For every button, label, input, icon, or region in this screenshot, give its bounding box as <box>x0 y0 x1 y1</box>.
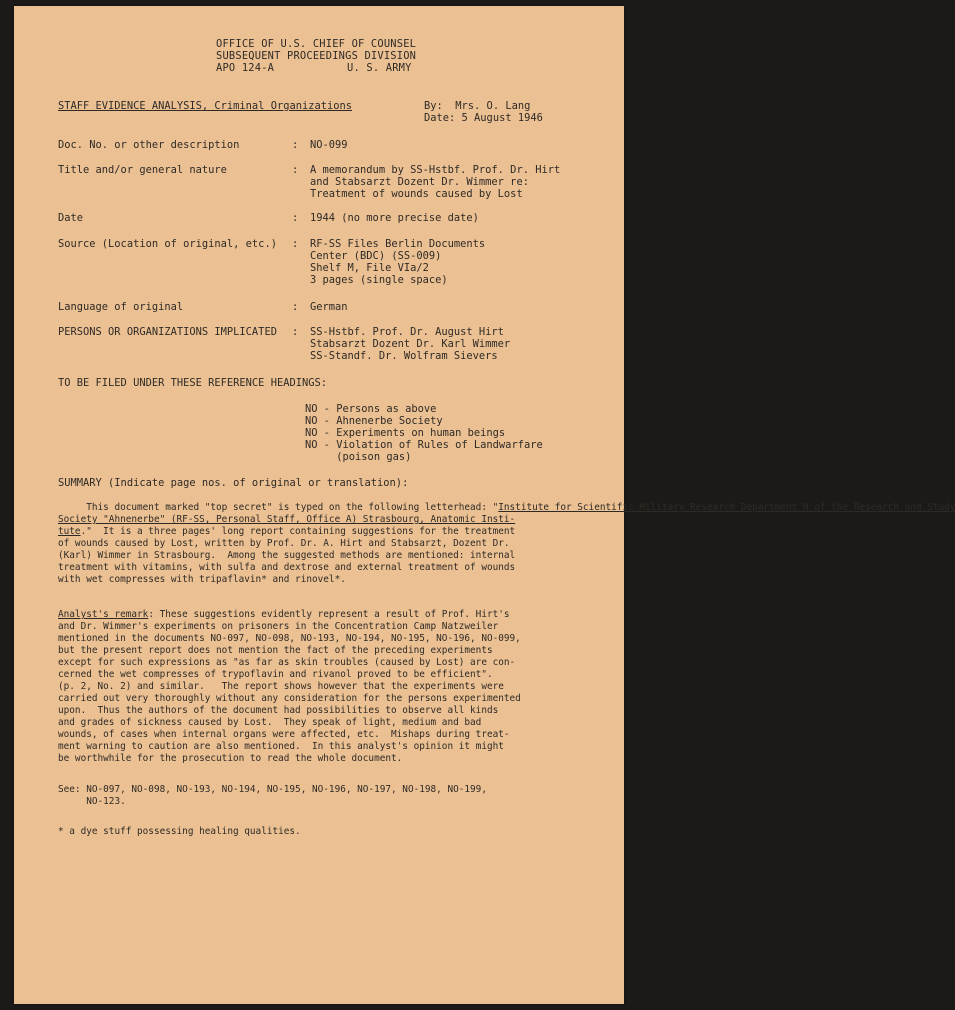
remark-line: and Dr. Wimmer's experiments on prisoners in the Concentration Camp Natzweiler <box>58 621 499 632</box>
field-value-line: Center (BDC) (SS-009) <box>310 250 442 262</box>
remark-line: carried out very thoroughly without any consideration for the persons experimented <box>58 693 521 704</box>
reference-item: (poison gas) <box>305 451 412 463</box>
header-division: SUBSEQUENT PROCEEDINGS DIVISION <box>216 50 417 62</box>
field-colon: : <box>292 212 299 224</box>
field-label: Language of original <box>58 301 184 313</box>
reference-item: NO - Experiments on human beings <box>305 427 506 439</box>
summary-heading: SUMMARY (Indicate page nos. of original or translation): <box>58 477 409 489</box>
field-label: Title and/or general nature <box>58 164 227 176</box>
remark-line: be worthwhile for the prosecution to read the whole document. <box>58 753 403 764</box>
remark-line: mentioned in the documents NO-097, NO-098, NO-193, NO-194, NO-195, NO-196, NO-099, <box>58 633 521 644</box>
field-value: NO-099 <box>310 139 348 151</box>
analysis-date: Date: 5 August 1946 <box>424 112 543 124</box>
summary-line: with wet compresses with tripaflavin* and rinovel*. <box>58 574 346 585</box>
remark-line: (p. 2, No. 2) and similar. The report shows however that the experiments were <box>58 681 504 692</box>
field-value-line: RF-SS Files Berlin Documents <box>310 238 486 250</box>
field-value-line: SS-Hstbf. Prof. Dr. August Hirt <box>310 326 504 338</box>
remark-line: wounds, of cases when internal organs were affected, etc. Mishaps during treat- <box>58 729 510 740</box>
reference-heading: TO BE FILED UNDER THESE REFERENCE HEADINGS: <box>58 377 327 389</box>
reference-item: NO - Ahnenerbe Society <box>305 415 443 427</box>
reference-item: NO - Violation of Rules of Landwarfare <box>305 439 543 451</box>
document-title: STAFF EVIDENCE ANALYSIS, Criminal Organizations <box>58 100 353 112</box>
field-label: PERSONS OR ORGANIZATIONS IMPLICATED <box>58 326 277 338</box>
field-value-line: and Stabsarzt Dozent Dr. Wimmer re: <box>310 176 529 188</box>
field-colon: : <box>292 139 299 151</box>
remark-line: except for such expressions as "as far as skin troubles (caused by Lost) are con- <box>58 657 516 668</box>
field-colon: : <box>292 301 299 313</box>
field-label: Date <box>58 212 84 224</box>
field-value: German <box>310 301 348 313</box>
summary-line: This document marked "top secret" is typed on the following letterhead: "Institute for Scientific Military Research Department H of the Research and Study <box>58 502 955 513</box>
field-label: Doc. No. or other description <box>58 139 240 151</box>
analyst-name: By: Mrs. O. Lang <box>424 100 531 112</box>
reference-item: NO - Persons as above <box>305 403 437 415</box>
field-value: 1944 (no more precise date) <box>310 212 479 224</box>
see-also-line: See: NO-097, NO-098, NO-193, NO-194, NO-195, NO-196, NO-197, NO-198, NO-199, <box>58 784 487 795</box>
see-also-line: NO-123. <box>58 796 126 807</box>
remark-line: and grades of sickness caused by Lost. They speak of light, medium and bad <box>58 717 482 728</box>
summary-line: treatment with vitamins, with sulfa and dextrose and external treatment of wounds <box>58 562 516 573</box>
field-colon: : <box>292 238 299 250</box>
remark-line: cerned the wet compresses of trypoflavin and rivanol proved to be efficient". <box>58 669 493 680</box>
field-value-line: A memorandum by SS-Hstbf. Prof. Dr. Hirt <box>310 164 561 176</box>
field-value-line: Shelf M, File VIa/2 <box>310 262 429 274</box>
header-office: OFFICE OF U.S. CHIEF OF COUNSEL <box>216 38 417 50</box>
field-colon: : <box>292 326 299 338</box>
summary-line: Society "Ahnenerbe" (RF-SS, Personal Staff, Office A) Strasbourg, Anatomic Insti- <box>58 514 516 525</box>
header-army: U. S. ARMY <box>347 62 412 74</box>
summary-line: (Karl) Wimmer in Strasbourg. Among the suggested methods are mentioned: internal <box>58 550 516 561</box>
remark-line: but the present report does not mention the fact of the preceding experiments <box>58 645 493 656</box>
footnote: * a dye stuff possessing healing qualities. <box>58 826 301 837</box>
remark-line: upon. Thus the authors of the document had possibilities to observe all kinds <box>58 705 499 716</box>
field-value-line: Stabsarzt Dozent Dr. Karl Wimmer <box>310 338 511 350</box>
summary-line: of wounds caused by Lost, written by Prof. Dr. A. Hirt and Stabsarzt, Dozent Dr. <box>58 538 510 549</box>
header-apo: APO 124-A <box>216 62 275 74</box>
remark-line: Analyst's remark: These suggestions evidently represent a result of Prof. Hirt's <box>58 609 510 620</box>
field-value-line: 3 pages (single space) <box>310 274 448 286</box>
document-page <box>14 6 955 1004</box>
field-value-line: SS-Standf. Dr. Wolfram Sievers <box>310 350 498 362</box>
summary-line: tute." It is a three pages' long report containing suggestions for the treatment <box>58 526 516 537</box>
field-value-line: Treatment of wounds caused by Lost <box>310 188 523 200</box>
field-colon: : <box>292 164 299 176</box>
field-label: Source (Location of original, etc.) <box>58 238 277 250</box>
remark-line: ment warning to caution are also mentioned. In this analyst's opinion it might <box>58 741 504 752</box>
